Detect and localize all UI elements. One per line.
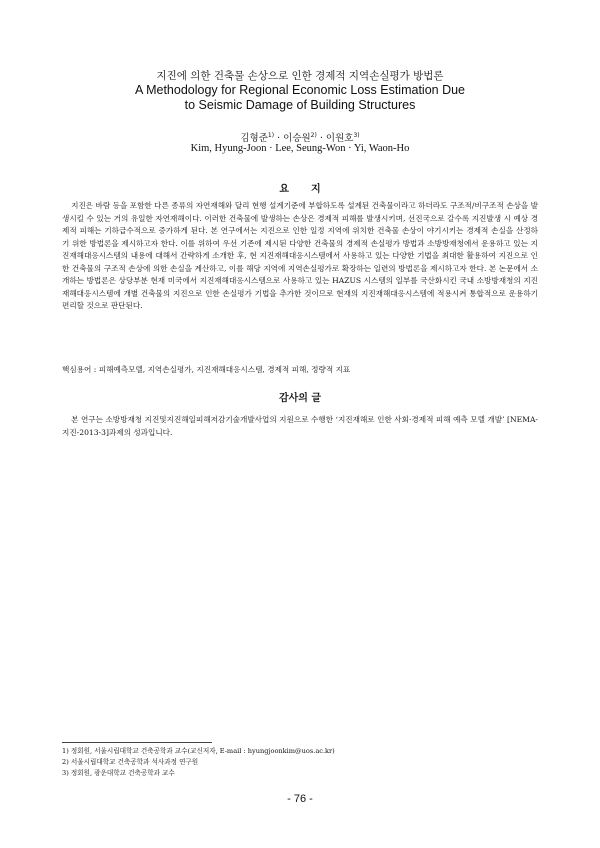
author-footnote-mark: 3) bbox=[353, 131, 360, 139]
footnotes bbox=[62, 746, 335, 778]
page-number: - 76 - bbox=[287, 793, 313, 805]
acknowledgment-text: 본 연구는 소방방재청 지진및지진해일피해저감기술개발사업의 지원으로 수행한 ‘지진재해로 인한 사회·경제적 피해 예측 모델 개발’ [NEMA-지진-2013-3]과제의 성과입니다. bbox=[62, 415, 538, 437]
footnote-divider bbox=[62, 742, 212, 743]
author-footnote-mark: 2) bbox=[310, 131, 317, 139]
author-separator: · bbox=[316, 133, 326, 144]
author-name: 이승원 bbox=[283, 133, 311, 144]
footnote: 2) 서울시립대학교 건축공학과 석사과정 연구원 bbox=[62, 757, 199, 766]
authors-korean bbox=[0, 130, 600, 144]
abstract-heading: 요지 bbox=[279, 184, 343, 195]
acknowledgment-heading: 감사의 글 bbox=[278, 393, 322, 404]
abstract-text: 지진은 바람 등을 포함한 다른 종류의 자연재해와 달리 현행 설계기준에 부합하도록 설계된 건축물이라고 하더라도 구조적/비구조적 손상을 발생시킬 수 있는 거의 유일한 자연재해이다. 이러한 건축물에 발생하는 손상은 경제적 피해를 발생시키며, 선진국으로 갈수록 지진발생 시 예상 경제적 피해는 기하급수적으로 증가하게 된다. 본 연구에서는 지진으로 인한 일정 지역에 위치한 건축물 손상이 야기시키는 경제적 손실을 산정하기 위한 방법론을 제시하고자 한다. 이를 위하여 우선 기존에 제시된 다양한 건축물의 경제적 손실평가 방법과 소방방재청에서 운용하고 있는 지진재해대응시스템의 내용에 대해서 간략하게 소개한 후, 현 지진재해대응시스템에서 사용하고 있는 다양한 기법을 최대한 활용하여 지진으로 인한 건축물의 구조적 손상에 의한 손실을 계산하고, 이를 해당 지역에 지역손실평가로 확장하는 일련의 방법론을 제시하고자 한다. 본 논문에서 소개하는 방법론은 상당부분 현재 미국에서 지진재해대응시스템으로 사용하고 있는 HAZUS 시스템의 일부를 국산화시킨 국내 소방방재청의 지진재해대응시스템에 개별 건축물의 지진으로 인한 손실평가 기법을 추가한 것이므로 현재의 지진재해대응시스템에 적용시켜 통합적으로 운용하기 편리할 것으로 판단된다. bbox=[62, 201, 538, 311]
author-footnote-mark: 1) bbox=[267, 131, 275, 139]
keywords: 핵심용어 : 피해예측모델, 지역손실평가, 지진재해대응시스템, 경제적 피해, 정량적 지표 bbox=[62, 365, 351, 374]
author-name: 이원호 bbox=[325, 133, 354, 144]
author-name: 김형준 bbox=[240, 133, 268, 144]
paper-title-english-line-2: to Seismic Damage of Building Structures bbox=[184, 98, 416, 112]
author-separator: · bbox=[274, 133, 284, 144]
authors-english: Kim, Hyung-Joon · Lee, Seung-Won · Yi, Waon-Ho bbox=[190, 143, 410, 154]
footnote: 3) 정회원, 광운대학교 건축공학과 교수 bbox=[62, 768, 175, 777]
paper-title-korean: 지진에 의한 건축물 손상으로 인한 경제적 지역손실평가 방법론 bbox=[156, 70, 444, 82]
paper-title-english-line-1: A Methodology for Regional Economic Loss Estimation Due bbox=[134, 83, 466, 97]
footnote: 1) 정회원, 서울시립대학교 건축공학과 교수(교신저자, E-mail : hyungjoonkim@uos.ac.kr) bbox=[62, 747, 335, 755]
